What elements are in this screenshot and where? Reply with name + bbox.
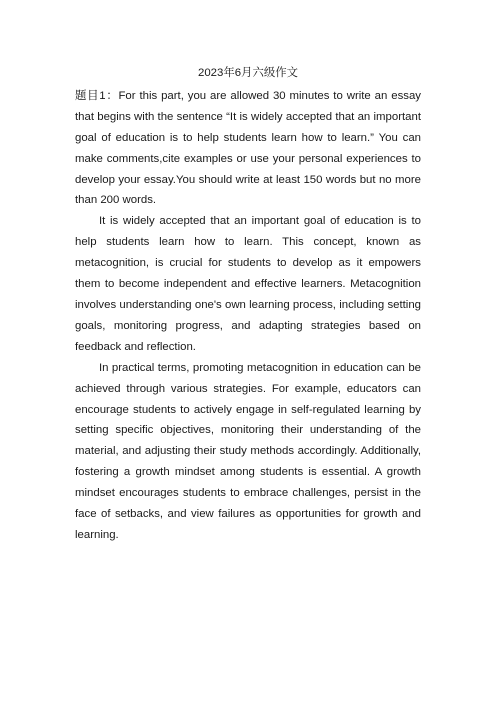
essay-paragraph-1: It is widely accepted that an important goal of education is to help students learn how to learn. This concept, known as metacognition, is crucial for students to develop as it empowers them to become independent and effective learners. Metacognition involves understanding one's own learning process, including setting goals, monitoring progress, and adapting strategies based on feedback and reflection. bbox=[75, 215, 421, 353]
document-title: 2023年6月六级作文 bbox=[197, 67, 299, 79]
essay-paragraph-2: In practical terms, promoting metacognition in education can be achieved through various strategies. For example, educators can encourage students to actively engage in self-regulated learning by setting specific objectives, monitoring their understanding of the material, and adjusting their study methods accordingly. Additionally, fostering a growth mindset among students is essential. A growth mindset encourages students to embrace challenges, persist in the face of setbacks, and view failures as opportunities for growth and learning. bbox=[75, 361, 421, 541]
document-content bbox=[75, 63, 421, 546]
essay-prompt: 题目1：For this part, you are allowed 30 minutes to write an essay that begins with the sentence “It is widely accepted that an important goal of education is to help students learn how to learn.” You can make comments,cite examples or use your personal experiences to develop your essay.You should write at least 150 words but no more than 200 words. bbox=[75, 89, 421, 207]
